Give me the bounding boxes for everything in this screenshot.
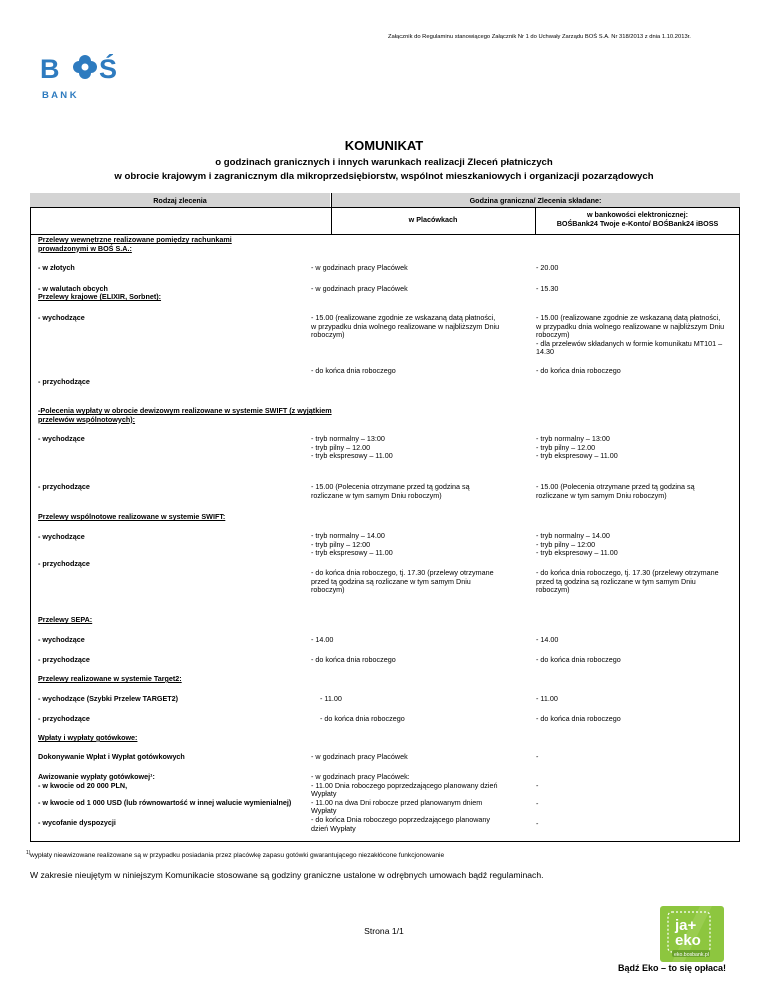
row-label: - w kwocie od 1 000 USD (lub równowartość w innej walucie wymienialnej) (38, 798, 292, 807)
row-label: - wychodzące (Szybki Przelew TARGET2) (38, 694, 179, 703)
row-cell-electronic: - (536, 799, 539, 808)
row-label: - przychodzące (38, 377, 90, 386)
row-label: - wychodzące (38, 313, 85, 322)
row-label: - wychodzące (38, 434, 85, 443)
logo-s: Ś (99, 54, 118, 84)
row-label: - wychodzące (38, 532, 85, 541)
row-label: - wycofanie dyspozycji (38, 818, 116, 827)
row-cell-electronic: - 15.00 (Polecenia otrzymane przed tą godzina są rozliczane w tym samym Dniu roboczym) (536, 482, 695, 500)
row-cell-electronic: - tryb normalny – 14.00 - tryb pilny – 12:00 - tryb ekspresowy – 11.00 (536, 531, 618, 558)
row-cell-branches: - w godzinach pracy Placówek (311, 263, 408, 272)
row-label: - w złotych (38, 263, 75, 272)
row-cell-branches: - w godzinach pracy Placówek: - 11.00 Dnia roboczego poprzedzającego planowany dzień Wypłaty - 11.00 na dwa Dni robocze przed planowanym dniem Wypłaty - do końca Dnia roboczego poprzedzającego planowany dzień Wypłaty (311, 772, 498, 833)
eko-line1: ja+ (675, 917, 697, 934)
col-header-cutoff: Godzina graniczna/ Zlecenia składane: (469, 196, 602, 205)
row-cell-electronic: - 15.30 (536, 284, 559, 293)
row-cell-electronic: - 15.00 (realizowane zgodnie ze wskazaną datą płatności, w przypadku dnia wolnego realizowane w najbliższym Dniu roboczym) - dla przelewów składanych w formie komunikatu MT101 – 14.30 (536, 313, 725, 357)
section-domestic-transfers: Przelewy krajowe (ELIXIR, Sorbnet): (38, 292, 162, 301)
row-cell-electronic: - (536, 752, 539, 761)
row-cell-branches: - w godzinach pracy Placówek (311, 752, 408, 761)
row-cell-branches: - do końca dnia roboczego (311, 366, 396, 375)
eko-line2: eko (675, 932, 701, 949)
row-cell-branches: - do końca dnia roboczego, tj. 17.30 (przelewy otrzymane przed tą godzina są rozliczane w tym samym Dniu roboczym) (311, 568, 494, 595)
section-community-swift: Przelewy wspólnotowe realizowane w systemie SWIFT: (38, 512, 226, 521)
section-internal-transfers: Przelewy wewnętrzne realizowane pomiędzy rachunkami prowadzonymi w BOŚ S.A.: (38, 235, 232, 253)
row-cell-branches: - tryb normalny – 13:00 - tryb pilny – 12.00 - tryb ekspresowy – 11.00 (311, 434, 393, 461)
section-sepa: Przelewy SEPA: (38, 615, 93, 624)
row-label: - przychodzące (38, 559, 90, 568)
table-border-bottom (30, 841, 740, 842)
bos-bank-logo (38, 52, 134, 104)
table-border-left (30, 207, 31, 842)
row-label: - przychodzące (38, 655, 90, 664)
row-cell-branches: - 14.00 (311, 635, 334, 644)
row-cell-branches: - 15.00 (realizowane zgodnie ze wskazaną datą płatności, w przypadku dnia wolnego realizowane w najbliższym Dniu roboczym) (311, 313, 500, 340)
leaf-icon (73, 55, 97, 79)
footnote: wypłaty nieawizowane realizowane są w przypadku posiadania przez placówkę zapasu gotówki gwarantującego niezakłócone funkcjonowanie (30, 852, 445, 859)
eko-url: eko.bosbank.pl (674, 952, 709, 958)
row-label: - wychodzące (38, 635, 85, 644)
col-header-type: Rodzaj zlecenia (153, 196, 207, 205)
page-title: KOMUNIKAT (344, 138, 424, 153)
subtitle-line-1: o godzinach granicznych i innych warunkach realizacji Zleceń płatniczych (215, 157, 553, 168)
row-label: - przychodzące (38, 482, 90, 491)
row-cell-electronic: - tryb normalny – 13:00 - tryb pilny – 12.00 - tryb ekspresowy – 11.00 (536, 434, 618, 461)
row-cell-electronic: - 20.00 (536, 263, 559, 272)
logo-sub: B A N K (42, 90, 77, 101)
row-cell-branches: - w godzinach pracy Placówek (311, 284, 408, 293)
footnote-mark: 1) (26, 850, 31, 856)
row-label: Awizowanie wypłaty gotówkowej¹: - w kwocie od 20 000 PLN, (38, 772, 155, 790)
subtitle-line-2: w obrocie krajowym i zagranicznym dla mikroprzedsiębiorstw, wspólnot mieszkaniowych i organizacji pozarządowych (114, 171, 654, 182)
row-cell-branches: - 11.00 (320, 694, 342, 703)
eko-badge-icon (660, 906, 724, 962)
row-cell-electronic: - 11.00 (536, 694, 558, 703)
col-header-branches: w Placówkach (408, 215, 458, 224)
row-cell-branches: - do końca dnia roboczego (320, 714, 405, 723)
logo-b: B (40, 54, 60, 84)
section-swift-orders: -Polecenia wypłaty w obrocie dewizowym realizowane w systemie SWIFT (z wyjątkiem przelewów wspólnotowych): (38, 406, 332, 424)
slogan: Bądź Eko – to się opłaca! (618, 963, 727, 973)
row-cell-electronic: - 14.00 (536, 635, 559, 644)
closing-paragraph: W zakresie nieujętym w niniejszym Komunikacie stosowane są godziny graniczne ustalone w odrębnych umowach bądź regulaminach. (30, 870, 544, 880)
col-header-electronic: w bankowości elektronicznej: BOŚBank24 Twoje e-Konto/ BOŚBank24 iBOSS (556, 210, 719, 228)
row-cell-branches: - tryb normalny – 14.00 - tryb pilny – 12:00 - tryb ekspresowy – 11.00 (311, 531, 393, 558)
row-label: Dokonywanie Wpłat i Wypłat gotówkowych (38, 752, 185, 761)
row-cell-electronic: - do końca dnia roboczego, tj. 17.30 (przelewy otrzymane przed tą godzina są rozliczane w tym samym Dniu roboczym) (536, 568, 719, 595)
row-cell-branches: - 15.00 (Polecenia otrzymane przed tą godzina są rozliczane w tym samym Dniu roboczym) (311, 482, 470, 500)
row-cell-electronic: - (536, 781, 539, 790)
row-label: - w walutach obcych (38, 284, 108, 293)
section-target2: Przelewy realizowane w systemie Target2: (38, 674, 182, 683)
table-border-right (739, 207, 740, 842)
row-cell-electronic: - do końca dnia roboczego (536, 366, 621, 375)
row-label: - przychodzące (38, 714, 90, 723)
col-divider-1 (331, 193, 332, 235)
row-cell-electronic: - (536, 819, 539, 828)
header-note: Załącznik do Regulaminu stanowiącego Załącznik Nr 1 do Uchwały Zarządu BOŚ S.A. Nr 318/2013 z dnia 1.10.2013r. (388, 34, 691, 40)
section-cash: Wpłaty i wypłaty gotówkowe: (38, 733, 138, 742)
page-number: Strona 1/1 (364, 926, 404, 936)
row-cell-electronic: - do końca dnia roboczego (536, 714, 621, 723)
table-border-top (30, 207, 740, 208)
row-cell-branches: - do końca dnia roboczego (311, 655, 396, 664)
row-cell-electronic: - do końca dnia roboczego (536, 655, 621, 664)
